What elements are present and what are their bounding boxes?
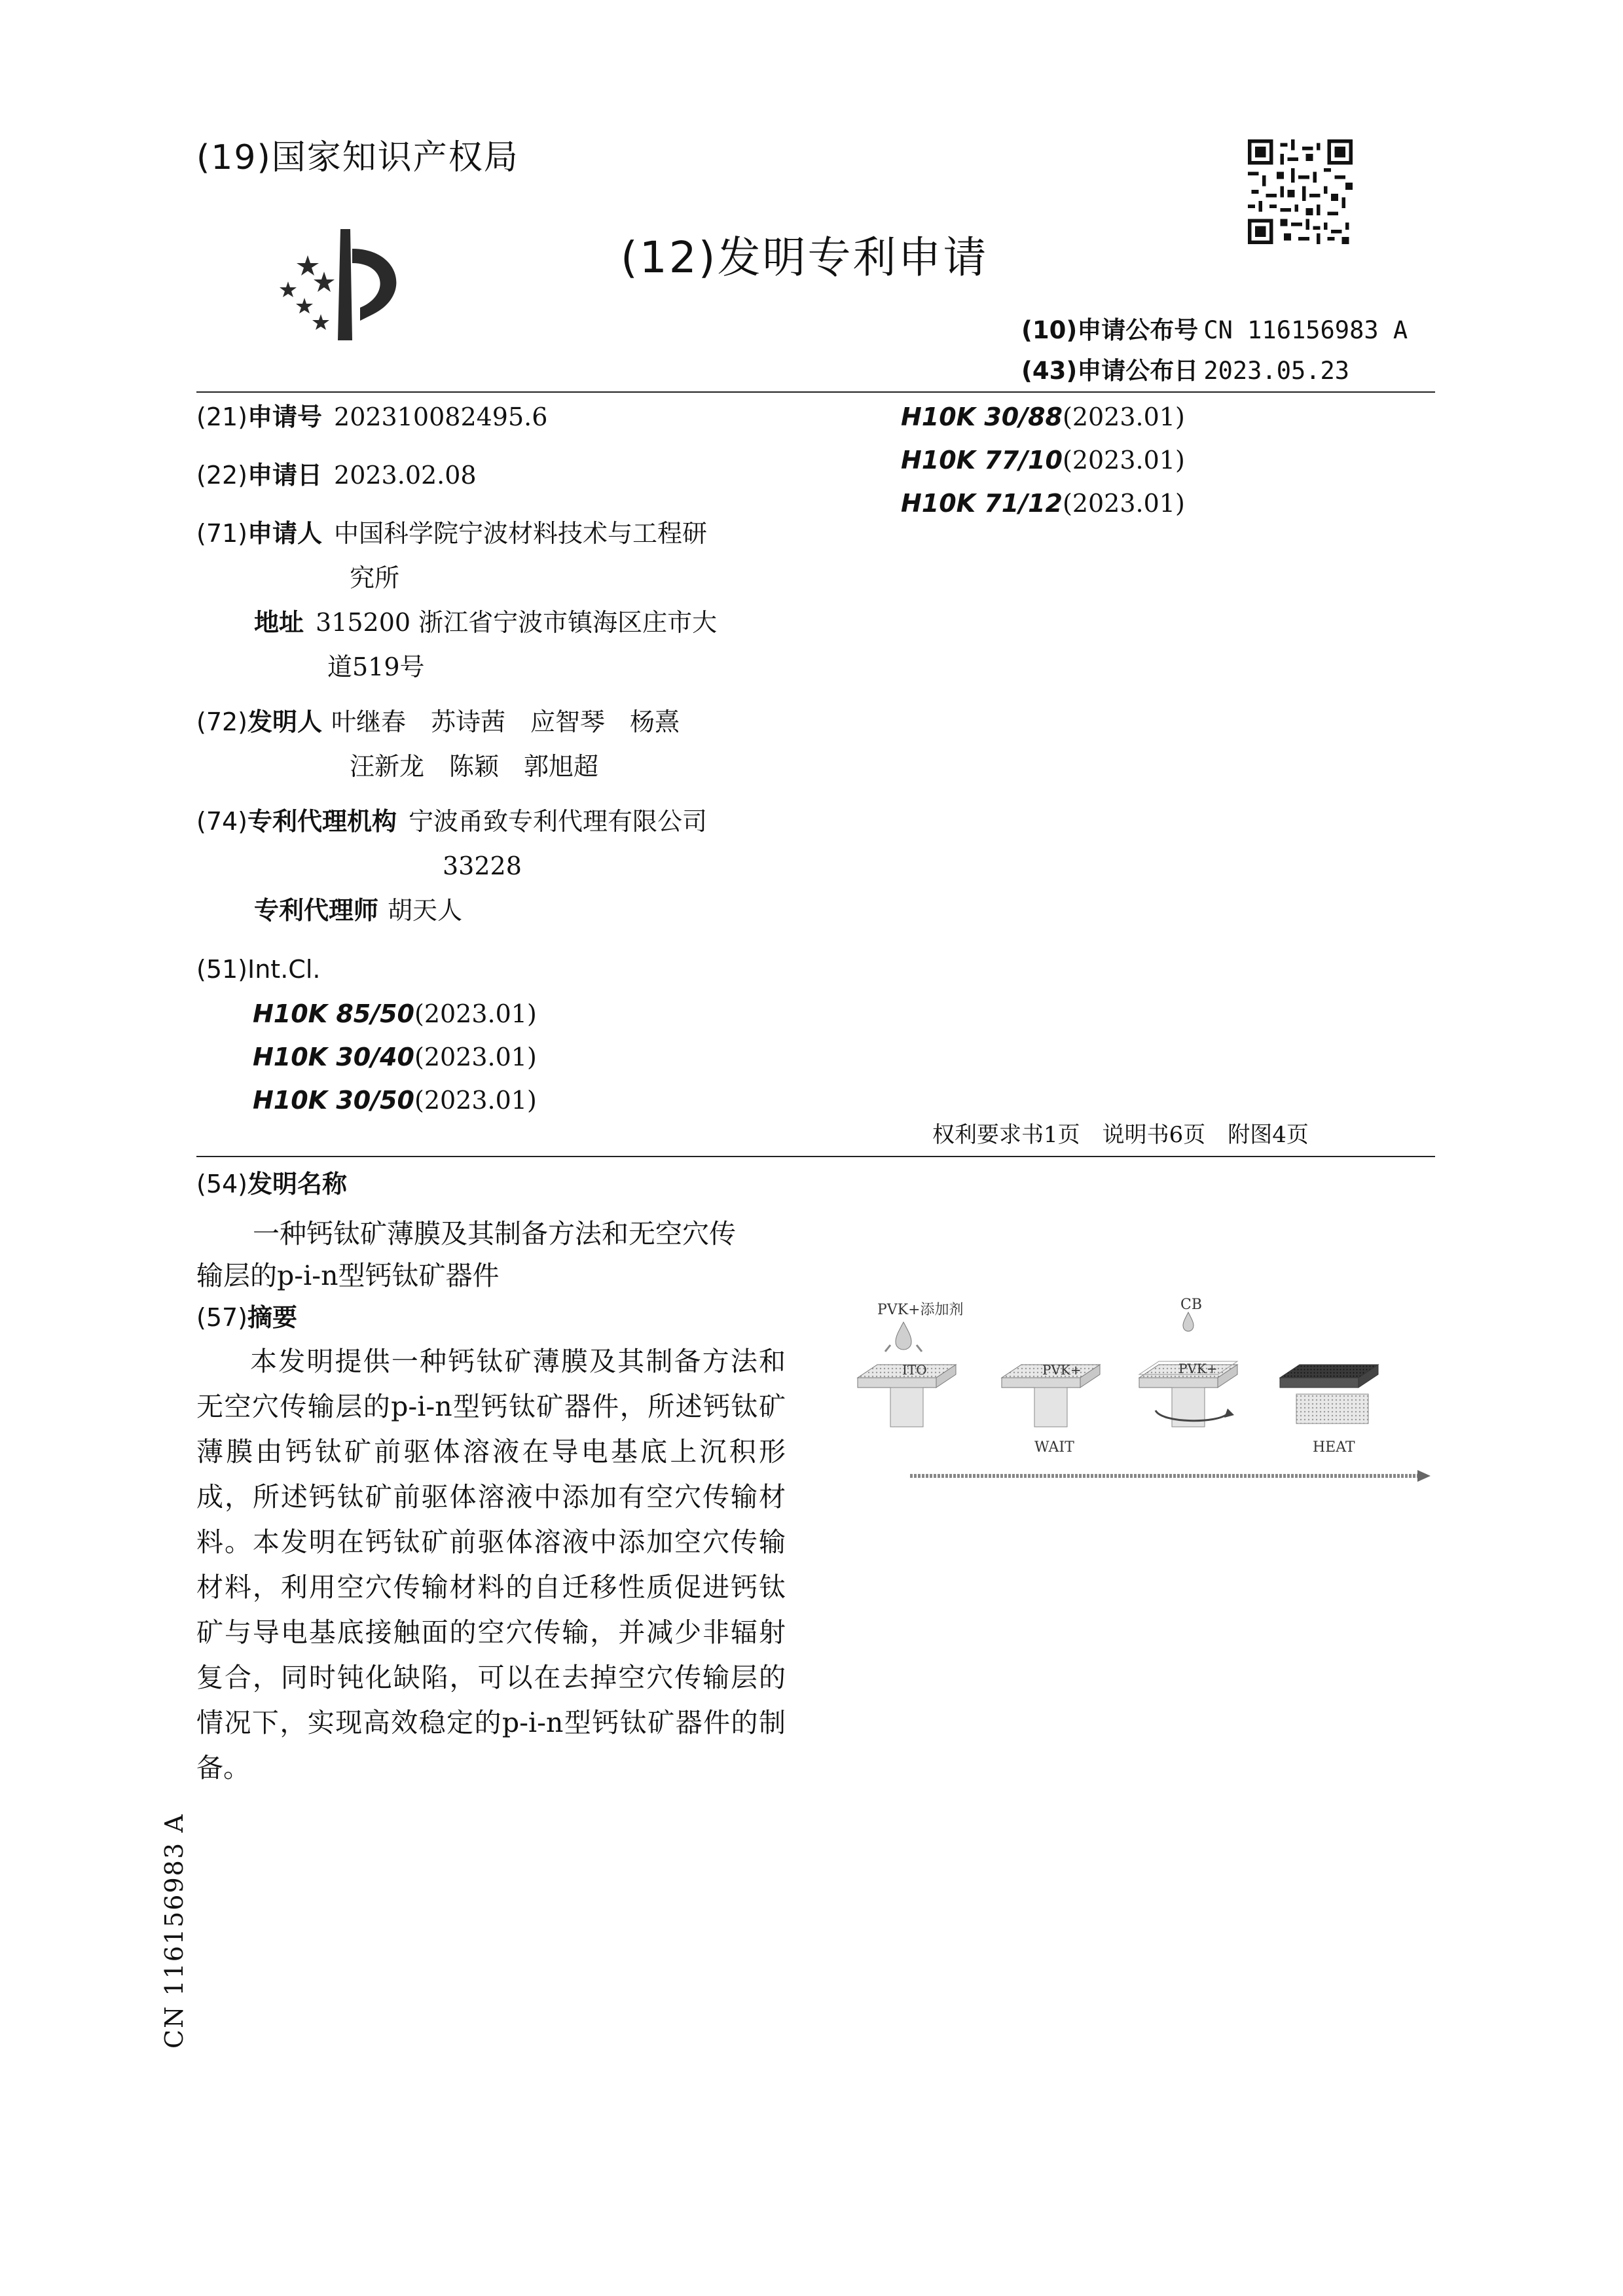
field-value: 33228 bbox=[443, 852, 522, 880]
field-value: 中国科学院宁波材料技术与工程研 bbox=[334, 519, 708, 548]
ipc-right-3 bbox=[901, 482, 1185, 525]
ipc-right-2 bbox=[901, 439, 1185, 482]
agency bbox=[196, 800, 707, 843]
ipc-left-3 bbox=[253, 1079, 537, 1122]
field-label: 发明名称 bbox=[247, 1170, 348, 1198]
agent bbox=[254, 889, 462, 932]
publication-number-label: (10)申请公布号 bbox=[1021, 316, 1199, 344]
publication-number-value: CN 116156983 A bbox=[1203, 316, 1408, 344]
field-value: 叶继春 苏诗茜 应智琴 杨熹 bbox=[331, 708, 680, 736]
field-label: 地址 bbox=[254, 608, 304, 637]
field-code: (57) bbox=[196, 1303, 248, 1332]
ipc-left-1 bbox=[253, 992, 537, 1035]
abstract-figure bbox=[851, 1296, 1440, 1512]
ipc-class: H10K 30/50 bbox=[253, 1086, 414, 1115]
label-cb: CB bbox=[1180, 1297, 1202, 1313]
address-line2 bbox=[327, 645, 425, 689]
page-counts: 权利要求书1页 说明书6页 附图4页 bbox=[932, 1122, 1309, 1148]
inventors-line2 bbox=[350, 745, 598, 788]
ipc-version: (2023.01) bbox=[414, 999, 537, 1028]
abstract-heading bbox=[196, 1296, 297, 1339]
label-wait: WAIT bbox=[1034, 1439, 1074, 1456]
publication-date-value: 2023.05.23 bbox=[1203, 357, 1350, 385]
address bbox=[254, 601, 717, 644]
field-value: 究所 bbox=[350, 564, 400, 592]
field-value: 胡天人 bbox=[388, 896, 463, 925]
field-label: 专利代理师 bbox=[254, 896, 379, 925]
ipc-version: (2023.01) bbox=[1063, 446, 1185, 475]
field-label: 申请日 bbox=[247, 461, 323, 490]
field-label: 申请号 bbox=[247, 403, 323, 431]
ipc-left-2 bbox=[253, 1035, 537, 1079]
field-value: 202310082495.6 bbox=[334, 403, 548, 431]
field-code: (22) bbox=[196, 461, 248, 490]
section-divider bbox=[196, 1156, 1435, 1157]
title-heading bbox=[196, 1162, 347, 1206]
field-label: 申请人 bbox=[247, 519, 323, 548]
applicant-line2 bbox=[350, 556, 399, 600]
field-value: 道519号 bbox=[327, 653, 425, 681]
field-value: 315200 浙江省宁波市镇海区庄市大 bbox=[316, 608, 718, 637]
ipc-version: (2023.01) bbox=[414, 1086, 537, 1115]
label-pvk-additive: PVK+添加剂 bbox=[877, 1302, 964, 1318]
field-code: (21) bbox=[196, 403, 248, 431]
header-divider bbox=[196, 391, 1435, 393]
document-type: (12)发明专利申请 bbox=[621, 232, 989, 283]
label-ito: ITO bbox=[902, 1362, 927, 1378]
field-value: 2023.02.08 bbox=[334, 461, 477, 490]
applicant bbox=[196, 512, 707, 555]
publication-number bbox=[1021, 310, 1408, 346]
label-heat: HEAT bbox=[1313, 1439, 1355, 1456]
ipc-class: H10K 30/40 bbox=[253, 1043, 414, 1071]
ipc-class: H10K 30/88 bbox=[901, 403, 1063, 431]
office-name: (19)国家知识产权局 bbox=[196, 138, 519, 177]
invention-title-line1: 一种钙钛矿薄膜及其制备方法和无空穴传 bbox=[253, 1218, 736, 1249]
int-cl bbox=[196, 948, 320, 991]
field-value: 宁波甬致专利代理有限公司 bbox=[409, 807, 708, 836]
stage-heat bbox=[1280, 1365, 1378, 1424]
field-label: 摘要 bbox=[247, 1303, 298, 1332]
agency-line2 bbox=[443, 844, 522, 888]
process-arrow-head bbox=[1417, 1470, 1431, 1482]
field-code: (74) bbox=[196, 807, 248, 836]
label-pvk-1: PVK+ bbox=[1042, 1362, 1082, 1378]
side-publication-number: CN 116156983 A bbox=[160, 1813, 189, 2049]
field-code: (71) bbox=[196, 519, 248, 548]
ipc-class: H10K 71/12 bbox=[901, 489, 1063, 518]
inventors bbox=[196, 700, 680, 744]
publication-date bbox=[1021, 351, 1349, 386]
label-pvk-2: PVK+ bbox=[1178, 1361, 1218, 1376]
ipc-version: (2023.01) bbox=[414, 1043, 537, 1071]
field-code: (51) bbox=[196, 955, 248, 984]
qr-code bbox=[1248, 139, 1353, 244]
field-label: 专利代理机构 bbox=[247, 807, 397, 836]
field-code: (54) bbox=[196, 1170, 248, 1198]
invention-title-line2: 输层的p-i-n型钙钛矿器件 bbox=[196, 1260, 500, 1291]
cnipa-logo bbox=[268, 223, 426, 347]
application-date bbox=[196, 454, 477, 497]
ipc-version: (2023.01) bbox=[1063, 489, 1185, 518]
abstract-text: 本发明提供一种钙钛矿薄膜及其制备方法和无空穴传输层的p-i-n型钙钛矿器件，所述钙钛矿薄膜由钙钛矿前驱体溶液在导电基底上沉积形成，所述钙钛矿前驱体溶液中添加有空穴传输材料。本发明在钙钛矿前驱体溶液中添加空穴传输材料，利用空穴传输材料的自迁移性质促进钙钛矿与导电基底接触面的空穴传输，并减少非辐射复合，同时钝化缺陷，可以在去掉空穴传输层的情况下，实现高效稳定的p-i-n型钙钛矿器件的制备。 bbox=[196, 1346, 786, 1784]
publication-date-label: (43)申请公布日 bbox=[1021, 357, 1199, 385]
field-value: 汪新龙 陈颖 郭旭超 bbox=[350, 752, 599, 781]
ipc-class: H10K 77/10 bbox=[901, 446, 1063, 475]
application-number bbox=[196, 395, 547, 439]
ipc-right-1 bbox=[901, 395, 1185, 439]
ipc-class: H10K 85/50 bbox=[253, 999, 414, 1028]
field-label: 发明人 bbox=[247, 708, 323, 736]
ipc-version: (2023.01) bbox=[1063, 403, 1185, 431]
field-label: Int.Cl. bbox=[247, 955, 321, 984]
field-code: (72) bbox=[196, 708, 248, 736]
